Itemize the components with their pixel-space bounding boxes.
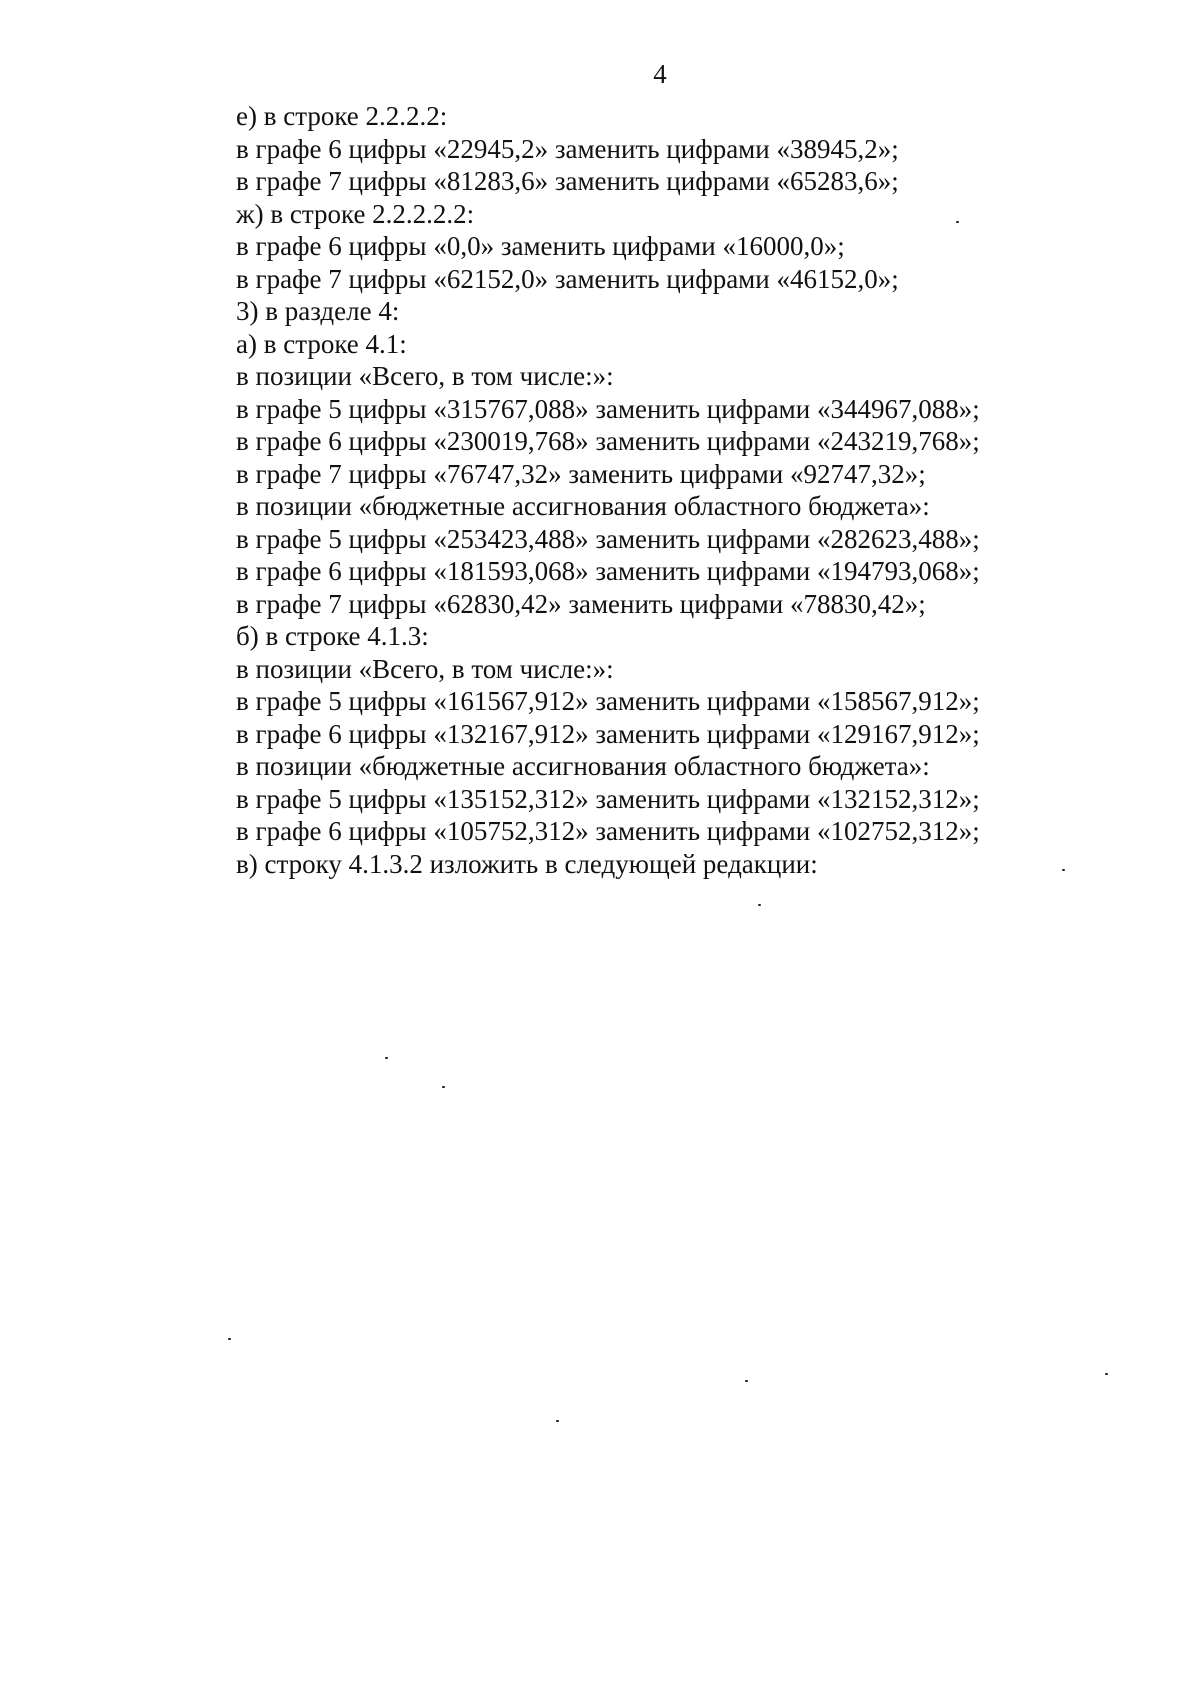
scan-speck [228, 1338, 231, 1340]
scan-speck [442, 1086, 445, 1088]
text-line: е) в строке 2.2.2.2: [236, 101, 448, 131]
scan-speck [1105, 1373, 1108, 1375]
text-line: в графе 6 цифры «230019,768» заменить цифрами «243219,768»; [236, 426, 980, 456]
text-line: в графе 7 цифры «76747,32» заменить цифрами «92747,32»; [236, 458, 926, 489]
page-number: 4 [653, 59, 667, 89]
text-line: в позиции «бюджетные ассигнования областного бюджета»: [236, 491, 930, 521]
text-line: в графе 5 цифры «315767,088» заменить цифрами «344967,088»; [236, 393, 980, 424]
document-body [236, 100, 1136, 880]
text-line: в графе 6 цифры «0,0» заменить цифрами «16000,0»; [236, 231, 845, 261]
text-line: в графе 7 цифры «62152,0» заменить цифрами «46152,0»; [236, 263, 899, 294]
text-line: в графе 5 цифры «135152,312» заменить цифрами «132152,312»; [236, 783, 980, 814]
text-line: ж) в строке 2.2.2.2.2: [236, 198, 475, 229]
text-line: в графе 5 цифры «253423,488» заменить цифрами «282623,488»; [236, 523, 980, 554]
text-line: в графе 6 цифры «22945,2» заменить цифрами «38945,2»; [236, 133, 899, 164]
text-line: 3) в разделе 4: [236, 296, 400, 326]
scan-speck [758, 904, 761, 906]
text-line: в позиции «Всего, в том числе:»: [236, 653, 614, 684]
text-line: в позиции «бюджетные ассигнования областного бюджета»: [236, 751, 930, 781]
text-line: в) строку 4.1.3.2 изложить в следующей редакции: [236, 848, 818, 879]
scan-speck [385, 1057, 388, 1059]
text-line: в графе 6 цифры «132167,912» заменить цифрами «129167,912»; [236, 718, 980, 749]
text-line: б) в строке 4.1.3: [236, 621, 429, 651]
scan-speck [556, 1420, 559, 1422]
text-line: в графе 6 цифры «105752,312» заменить цифрами «102752,312»; [236, 816, 980, 846]
scan-speck [956, 221, 959, 223]
text-line: а) в строке 4.1: [236, 328, 407, 359]
text-line: в графе 6 цифры «181593,068» заменить цифрами «194793,068»; [236, 556, 980, 586]
text-line: в графе 7 цифры «62830,42» заменить цифрами «78830,42»; [236, 588, 926, 619]
scan-speck [745, 1380, 748, 1382]
scan-speck [1062, 869, 1065, 871]
text-line: в графе 5 цифры «161567,912» заменить цифрами «158567,912»; [236, 686, 980, 716]
text-line: в графе 7 цифры «81283,6» заменить цифрами «65283,6»; [236, 166, 899, 196]
text-line: в позиции «Всего, в том числе:»: [236, 361, 614, 391]
